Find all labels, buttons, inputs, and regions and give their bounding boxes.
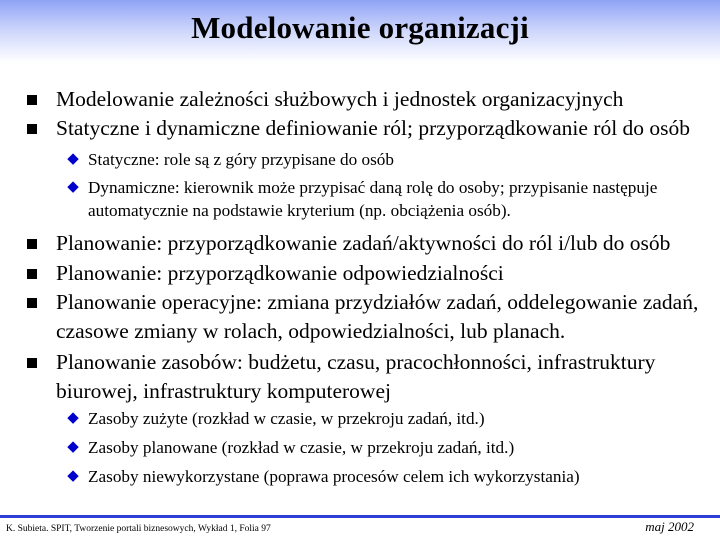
list-item-text: Modelowanie zależności służbowych i jednostek organizacyjnych (56, 87, 624, 111)
list-item-text: Planowanie: przyporządkowanie odpowiedzialności (56, 261, 504, 285)
diamond-bullet-icon: ◆ (67, 151, 79, 167)
sub-list-item-text: Statyczne: role są z góry przypisane do osób (88, 150, 394, 169)
slide-title: Modelowanie organizacji (191, 10, 529, 45)
square-bullet-icon (27, 239, 37, 249)
sub-list-item-text: Zasoby zużyte (rozkład w czasie, w przekroju zadań, itd.) (88, 409, 485, 428)
list-item-text: Planowanie zasobów: budżetu, czasu, pracochłonności, infrastruktury biurowej, infrastruktury komputerowej (56, 350, 656, 403)
sub-list-item-text: Zasoby niewykorzystane (poprawa procesów celem ich wykorzystania) (88, 467, 580, 486)
footer-date: maj 2002 (645, 519, 694, 534)
diamond-bullet-icon: ◆ (67, 439, 79, 455)
footer-divider (0, 515, 720, 518)
diamond-bullet-icon: ◆ (67, 468, 79, 484)
diamond-bullet-icon: ◆ (67, 410, 79, 426)
list-item-text: Planowanie operacyjne: zmiana przydziałów zadań, oddelegowanie zadań, czasowe zmiany w rolach, odpowiedzialności, lub planach. (56, 290, 699, 343)
list-item-text: Planowanie: przyporządkowanie zadań/aktywności do ról i/lub do osób (56, 231, 671, 255)
square-bullet-icon (27, 358, 37, 368)
square-bullet-icon (27, 298, 37, 308)
sub-list-item-text: Zasoby planowane (rozkład w czasie, w przekroju zadań, itd.) (88, 438, 515, 457)
square-bullet-icon (27, 124, 37, 134)
sub-list-item-text: Dynamiczne: kierownik może przypisać daną rolę do osoby; przypisanie następuje automatycznie na podstawie kryterium (np. obciążenia osób). (88, 178, 658, 220)
diamond-bullet-icon: ◆ (67, 179, 79, 195)
square-bullet-icon (27, 269, 37, 279)
list-item-text: Statyczne i dynamiczne definiowanie ról; przyporządkowanie ról do osób (56, 116, 691, 140)
footer-source: K. Subieta. SPIT, Tworzenie portali biznesowych, Wykład 1, Folia 97 (6, 524, 271, 534)
square-bullet-icon (27, 95, 37, 105)
